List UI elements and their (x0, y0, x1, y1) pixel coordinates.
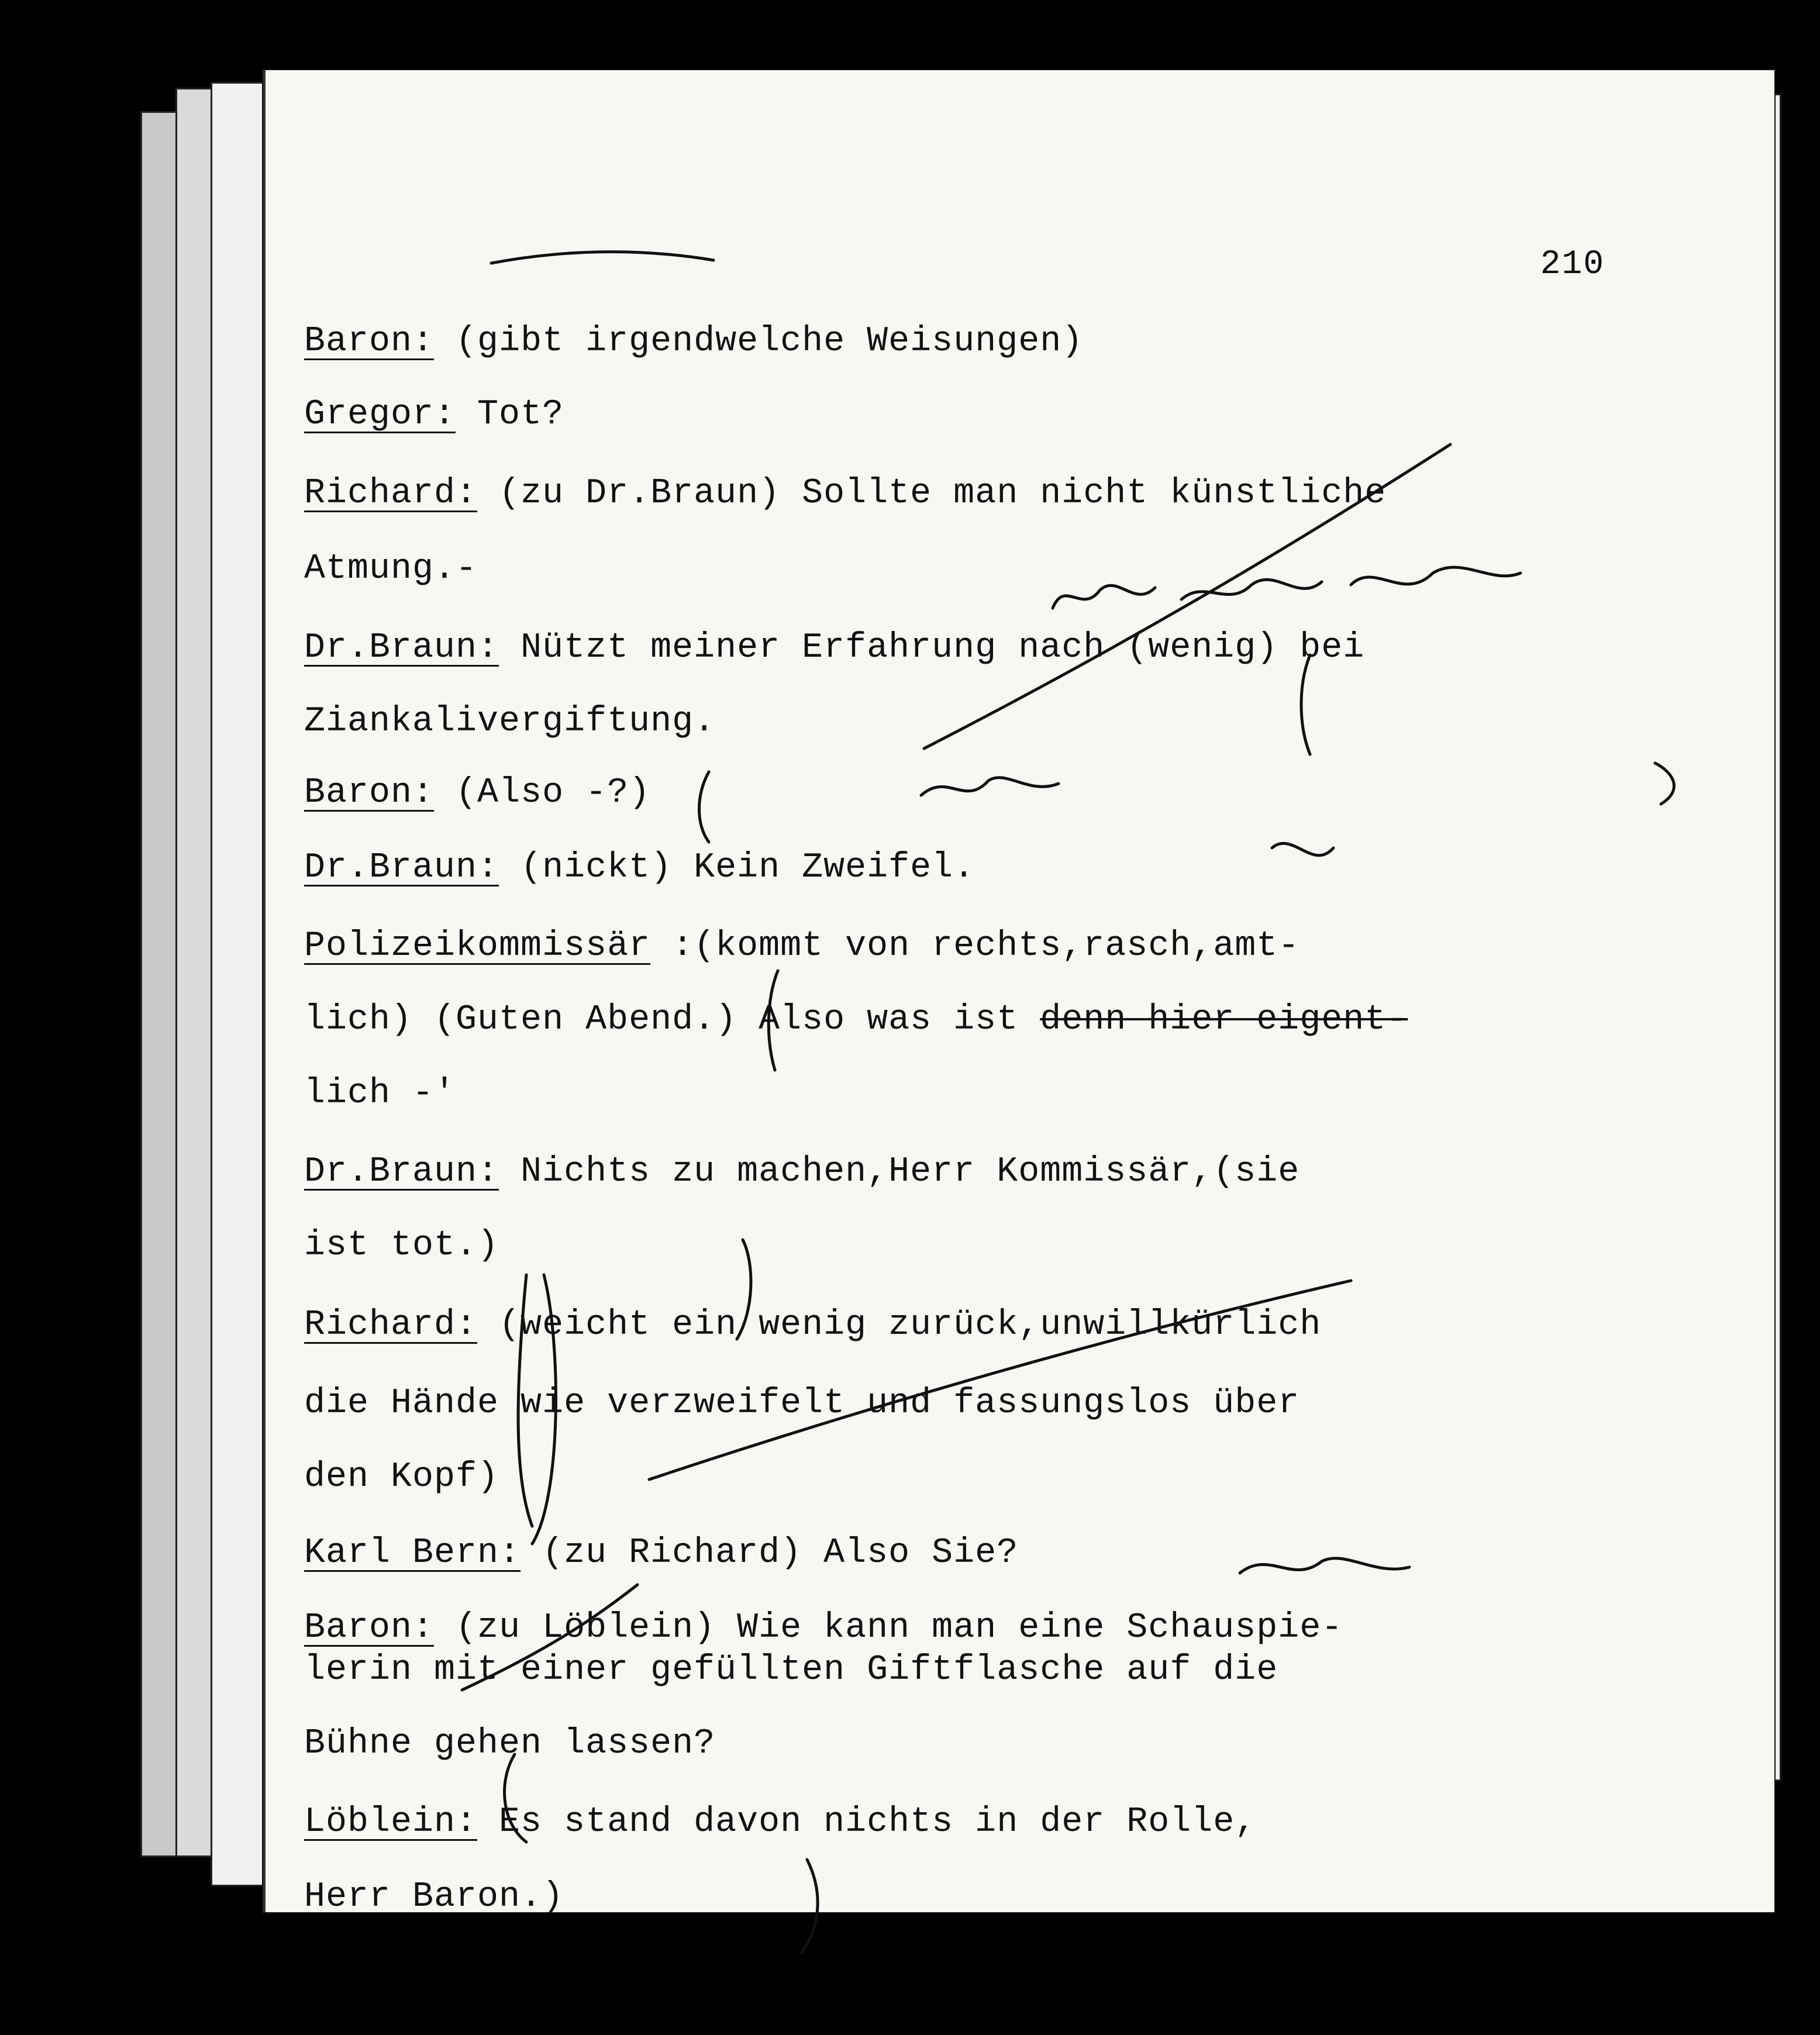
line-text: (Also -?) (434, 773, 651, 813)
speaker-name: Gregor: (304, 395, 456, 434)
script-line (304, 925, 1299, 967)
line-text: den Kopf) (304, 1457, 499, 1497)
speaker-name: Karl Bern: (304, 1533, 521, 1573)
script-line (304, 1382, 1299, 1424)
struck-text: denn hier eigent- (1040, 1000, 1408, 1040)
line-text: lich) (Guten Abend.) Also was ist (304, 1000, 1040, 1040)
script-line (304, 772, 650, 814)
speaker-name: Polizeikommissär (304, 926, 651, 966)
script-line (304, 847, 975, 889)
line-text: (zu Löblein) Wie kann man eine Schauspie- (434, 1608, 1343, 1648)
line-text: lerin mit einer gefüllten Giftflasche auf die (304, 1650, 1278, 1690)
line-text: (zu Richard) Also Sie? (521, 1533, 1019, 1573)
line-text: Ziankalivergiftung. (304, 702, 716, 741)
script-line (304, 1801, 1256, 1843)
line-text: die Hände wie verzweifelt und fassungslos über (304, 1384, 1300, 1423)
line-text: Bühne gehen lassen? (304, 1724, 716, 1764)
script-line (304, 472, 1386, 515)
line-text: Herr Baron.) (304, 1877, 564, 1917)
line-text: (gibt irgendwelche Weisungen) (434, 322, 1084, 361)
script-line (304, 701, 715, 743)
script-line (304, 1072, 456, 1115)
script-line (304, 1532, 1018, 1574)
line-text: Es stand davon nichts in der Rolle, (477, 1802, 1257, 1842)
line-text: (nickt) Kein Zweifel. (499, 848, 976, 888)
script-line (304, 1456, 499, 1498)
script-line (304, 320, 1083, 363)
script-line (304, 548, 477, 590)
speaker-name: Dr.Braun: (304, 628, 499, 668)
script-line (304, 999, 1408, 1041)
speaker-name: Baron: (304, 322, 435, 361)
script-line (304, 1607, 1343, 1649)
line-text: Tot? (456, 395, 564, 434)
line-text: ist tot.) (304, 1226, 499, 1265)
speaker-name: Baron: (304, 773, 435, 813)
page-number: 210 (1540, 246, 1605, 284)
speaker-name: Dr.Braun: (304, 1152, 499, 1192)
script-line (304, 394, 564, 436)
speaker-name: Dr.Braun: (304, 848, 499, 888)
speaker-name: Löblein: (304, 1802, 478, 1842)
speaker-name: Baron: (304, 1608, 435, 1648)
line-text: (zu Dr.Braun) Sollte man nicht künstliche (477, 474, 1387, 513)
line-text: Nützt meiner Erfahrung nach (wenig) bei (499, 628, 1365, 668)
line-text: Nichts zu machen,Herr Kommissär,(sie (499, 1152, 1300, 1192)
script-line (304, 1649, 1278, 1691)
line-text: lich -' (304, 1074, 456, 1113)
script-line (304, 1876, 564, 1918)
speaker-name: Richard: (304, 474, 478, 513)
line-text: Atmung.- (304, 549, 478, 589)
line-text: (weicht ein wenig zurück,unwillkürlich (477, 1305, 1322, 1345)
script-line (304, 1723, 715, 1765)
script-line (304, 1304, 1321, 1346)
speaker-name: Richard: (304, 1305, 478, 1345)
script-line (304, 1225, 499, 1267)
line-text: :(kommt von rechts,rasch,amt- (650, 926, 1300, 966)
script-line (304, 627, 1364, 669)
script-line (304, 1151, 1299, 1193)
